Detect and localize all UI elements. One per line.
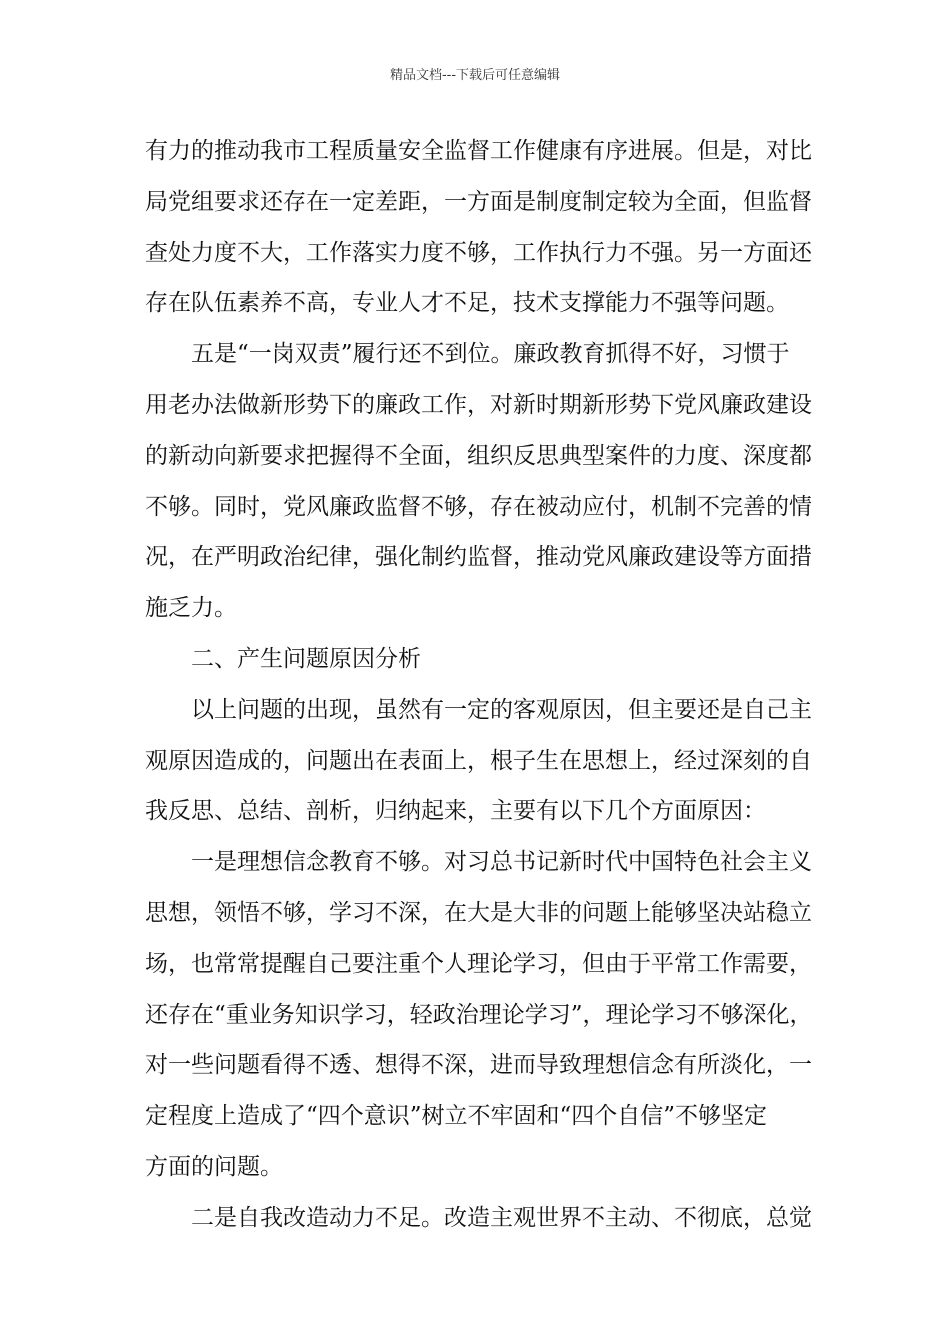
paragraph-start-line: 一是理想信念教育不够。对习总书记新时代中国特色社会主义: [191, 849, 812, 876]
text-line: 用老办法做新形势下的廉政工作，对新时期新形势下党风廉政建设: [145, 391, 812, 418]
text-line: 查处力度不大，工作落实力度不够，工作执行力不强。另一方面还: [145, 239, 812, 266]
paragraph-start-line: 以上问题的出现，虽然有一定的客观原因，但主要还是自己主: [191, 696, 812, 723]
text-line: 对一些问题看得不透、想得不深，进而导致理想信念有所淡化，一: [145, 1052, 812, 1079]
text-line: 存在队伍素养不高，专业人才不足，技术支撑能力不强等问题。: [145, 290, 789, 317]
paragraph-start-line: 二是自我改造动力不足。改造主观世界不主动、不彻底，总觉: [191, 1204, 812, 1231]
text-line: 场，也常常提醒自己要注重个人理论学习，但由于平常工作需要，: [145, 950, 812, 977]
text-line: 还存在“重业务知识学习，轻政治理论学习”，理论学习不够深化，: [145, 1001, 813, 1028]
text-line: 方面的问题。: [145, 1153, 283, 1180]
text-line: 施乏力。: [145, 595, 237, 622]
page-header: 精品文档---下载后可任意编辑: [389, 68, 561, 83]
text-line: 思想，领悟不够，学习不深，在大是大非的问题上能够坚决站稳立: [145, 899, 812, 926]
text-line: 局党组要求还存在一定差距，一方面是制度制定较为全面，但监督: [145, 188, 812, 215]
paragraph-start-line: 五是“一岗双责”履行还不到位。廉政教育抓得不好，习惯于: [191, 341, 790, 368]
text-line: 不够。同时，党风廉政监督不够，存在被动应付，机制不完善的情: [145, 493, 812, 520]
text-line: 我反思、总结、剖析，归纳起来，主要有以下几个方面原因：: [145, 798, 766, 825]
text-line: 观原因造成的，问题出在表面上，根子生在思想上，经过深刻的自: [145, 747, 812, 774]
text-line: 定程度上造成了“四个意识”树立不牢固和“四个自信”不够坚定: [145, 1103, 768, 1130]
text-line: 有力的推动我市工程质量安全监督工作健康有序进展。但是，对比: [145, 138, 812, 164]
text-line: 况，在严明政治纪律，强化制约监督，推动党风廉政建设等方面措: [145, 544, 812, 571]
text-line: 的新动向新要求把握得不全面，组织反思典型案件的力度、深度都: [145, 442, 812, 469]
document-body: [145, 126, 835, 1244]
section-heading: 二、产生问题原因分析: [191, 645, 421, 672]
